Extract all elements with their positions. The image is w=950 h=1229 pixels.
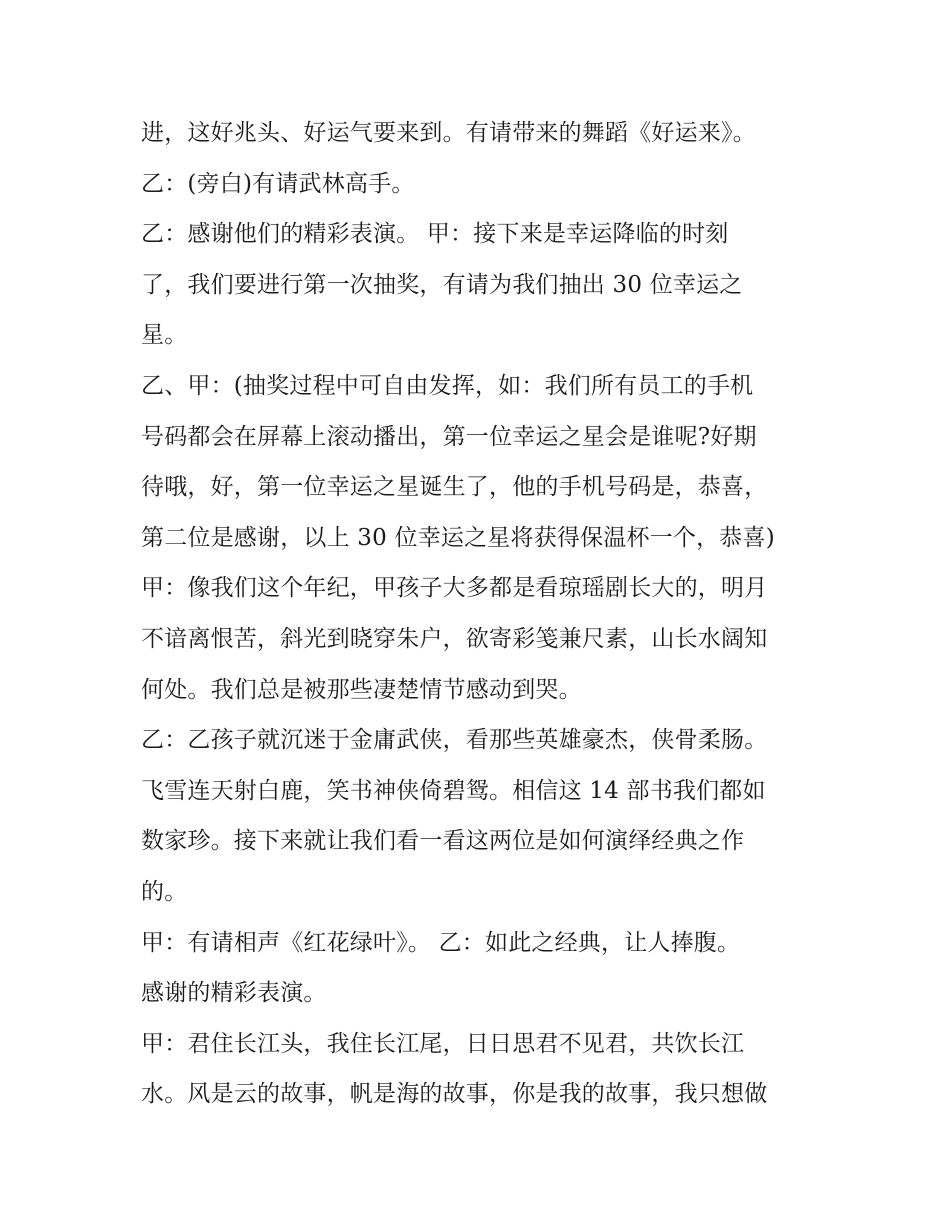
text-line: 不谙离恨苦，斜光到晓穿朱户，欲寄彩笺兼尺素，山长水阔知 — [141, 625, 768, 652]
text-line: 的。 — [141, 878, 188, 905]
text-line: 星。 — [141, 322, 188, 349]
text-line: 感谢的精彩表演。 — [141, 980, 327, 1007]
text-line: 待哦，好，第一位幸运之星诞生了，他的手机号码是，恭喜， — [141, 474, 768, 501]
text-line: 数家珍。接下来就让我们看一看这两位是如何演绎经典之作 — [141, 828, 745, 855]
text-line: 乙、甲：(抽奖过程中可自由发挥，如：我们所有员工的手机 — [141, 372, 754, 399]
text-line: 飞雪连天射白鹿，笑书神侠倚碧鸳。相信这 14 部书我们都如 — [141, 777, 766, 804]
text-line: 甲：君住长江头，我住长江尾，日日思君不见君，共饮长江 — [141, 1030, 745, 1057]
text-line: 第二位是感谢，以上 30 位幸运之星将获得保温杯一个，恭喜) — [141, 524, 775, 551]
document-body — [141, 108, 831, 1120]
text-line: 水。风是云的故事，帆是海的故事，你是我的故事，我只想做 — [141, 1081, 768, 1108]
text-line: 甲：像我们这个年纪，甲孩子大多都是看琼瑶剧长大的，明月 — [141, 575, 768, 602]
text-line: 乙：(旁白)有请武林高手。 — [141, 170, 415, 197]
text-line: 了，我们要进行第一次抽奖，有请为我们抽出 30 位幸运之 — [141, 271, 743, 298]
text-line: 乙：感谢他们的精彩表演。 甲：接下来是幸运降临的时刻 — [141, 221, 729, 248]
text-line: 号码都会在屏幕上滚动播出，第一位幸运之星会是谁呢?好期 — [141, 423, 757, 450]
text-line: 何处。我们总是被那些凄楚情节感动到哭。 — [141, 676, 582, 703]
text-line: 乙：乙孩子就沉迷于金庸武侠，看那些英雄豪杰，侠骨柔肠。 — [141, 727, 768, 754]
text-line: 甲：有请相声《红花绿叶》。 乙：如此之经典，让人捧腹。 — [141, 929, 741, 956]
text-line: 进，这好兆头、好运气要来到。有请带来的舞蹈《好运来》。 — [141, 120, 756, 146]
